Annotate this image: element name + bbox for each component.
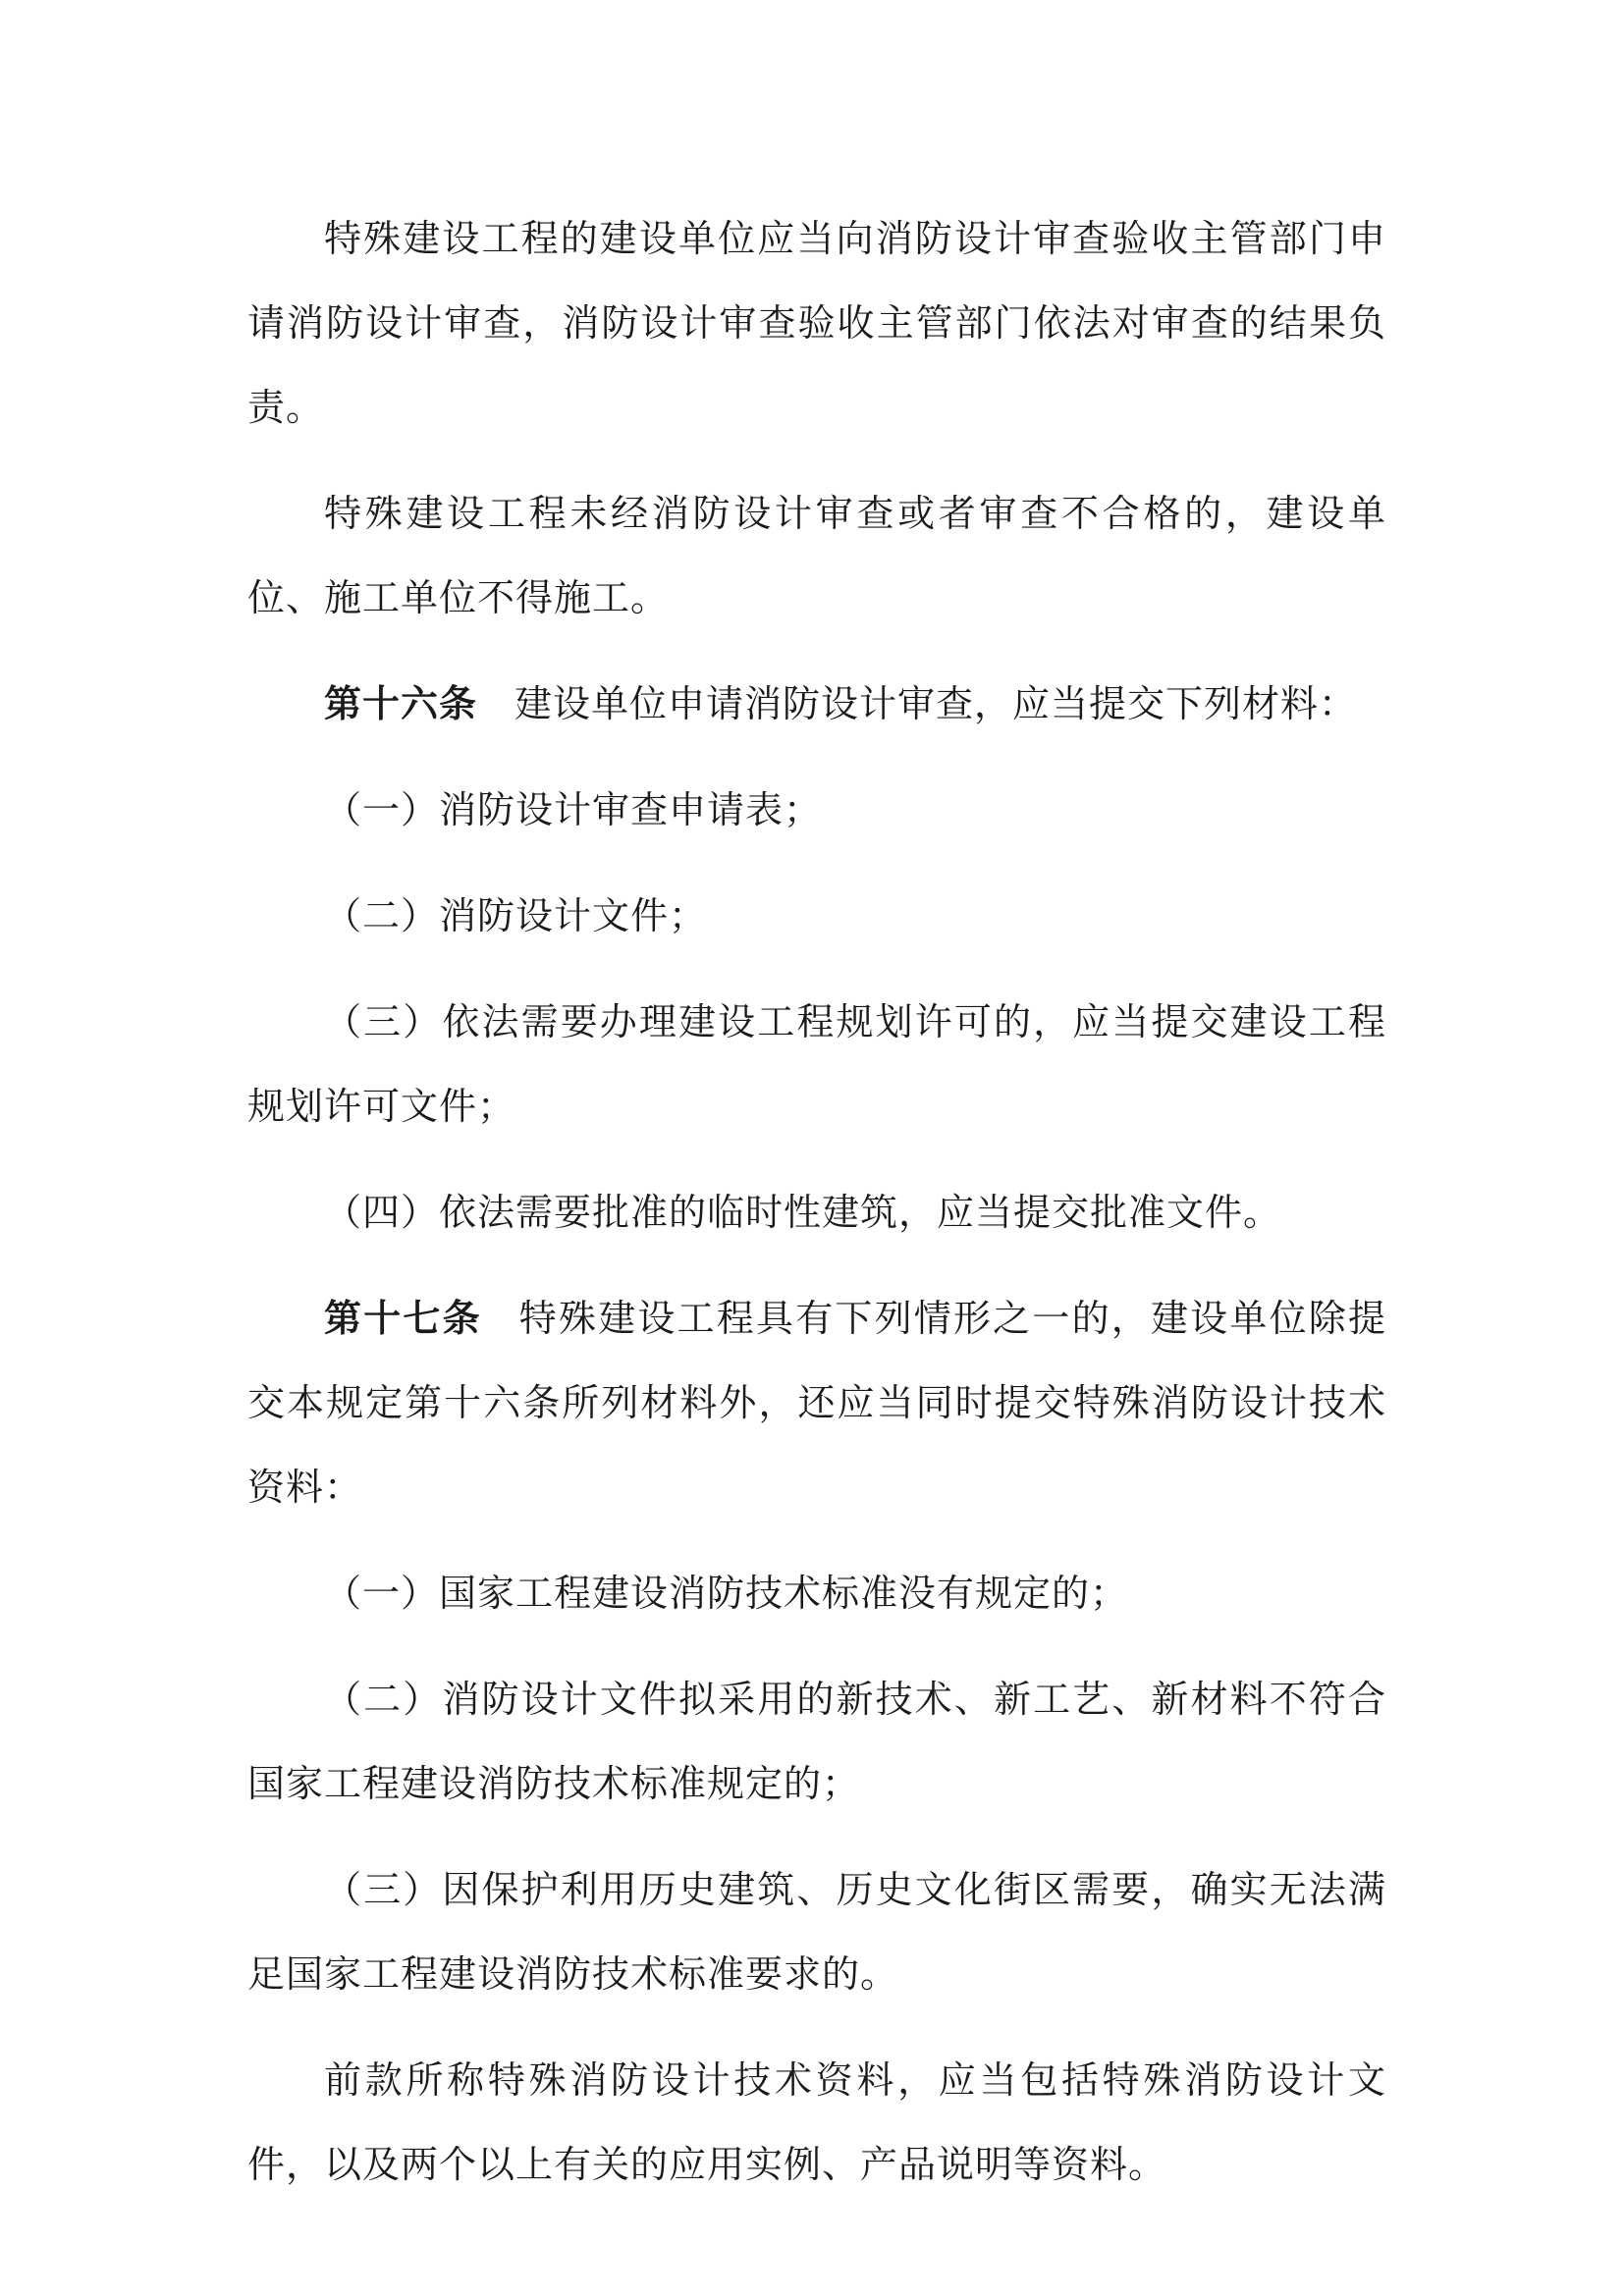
paragraph-1 [247, 196, 1386, 450]
list-item [247, 1170, 1386, 1255]
paragraph-text: （三）依法需要办理建设工程规划许可的，应当提交建设工程规划许可文件； [247, 1000, 1386, 1128]
paragraph-text: 特殊建设工程的建设单位应当向消防设计审查验收主管部门申请消防设计审查，消防设计审查验收主管部门依法对审查的结果负责。 [247, 217, 1386, 429]
article-number: 第十七条 [324, 1297, 482, 1340]
paragraph-text: 前款所称特殊消防设计技术资料，应当包括特殊消防设计文件，以及两个以上有关的应用实例、产品说明等资料。 [247, 2058, 1386, 2186]
list-item [247, 1847, 1386, 2016]
paragraph-text: （一）国家工程建设消防技术标准没有规定的； [324, 1572, 1129, 1615]
paragraph-text: （三）因保护利用历史建筑、历史文化街区需要，确实无法满足国家工程建设消防技术标准要求的。 [247, 1868, 1386, 1996]
document-body [247, 196, 1386, 2228]
paragraph-text: （二）消防设计文件拟采用的新技术、新工艺、新材料不符合国家工程建设消防技术标准规定的； [247, 1678, 1386, 1805]
article-16-paragraph [247, 662, 1386, 746]
paragraph-closing [247, 2038, 1386, 2207]
paragraph-2 [247, 471, 1386, 640]
paragraph-text: （二）消防设计文件； [324, 894, 708, 937]
list-item [247, 980, 1386, 1148]
list-item [247, 1657, 1386, 1826]
paragraph-text: （四）依法需要批准的临时性建筑，应当提交批准文件。 [324, 1191, 1282, 1234]
list-item [247, 874, 1386, 958]
paragraph-text: 特殊建设工程未经消防设计审查或者审查不合格的，建设单位、施工单位不得施工。 [247, 492, 1386, 619]
paragraph-text: 特殊建设工程具有下列情形之一的，建设单位除提交本规定第十六条所列材料外，还应当同时提交特殊消防设计技术资料： [247, 1297, 1386, 1509]
article-17-paragraph [247, 1276, 1386, 1529]
paragraph-text: （一）消防设计审查申请表； [324, 788, 823, 831]
paragraph-text: 建设单位申请消防设计审查，应当提交下列材料： [514, 682, 1358, 725]
list-item [247, 768, 1386, 852]
article-number: 第十六条 [324, 682, 478, 725]
list-item [247, 1551, 1386, 1635]
